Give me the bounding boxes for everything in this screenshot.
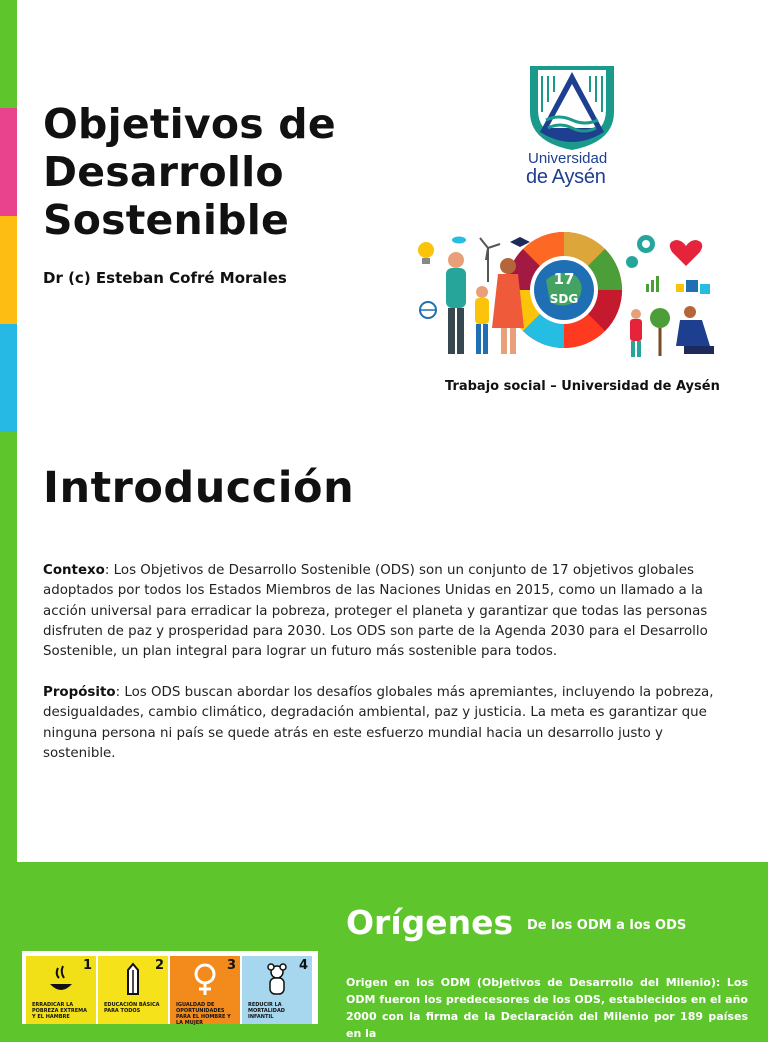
planting-people-icon: [630, 306, 714, 357]
family-people-icon: [446, 252, 524, 354]
context-text: : Los Objetivos de Desarrollo Sostenible (ODS) son un conjunto de 17 objetivos globales adoptados por todos los Estados Miembros de las Naciones Unidas en 2015, como un llamado a la acción universal para erradicar la pobreza, proteger el planeta y garantizar que todas las personas disfruten de paz y prosperidad para 2030. Los ODS son parte de la Agenda 2030 para el Desarrollo Sostenible, un plan integral para lograr un futuro más sostenible para todos.: [43, 563, 708, 660]
author-name: Dr (c) Esteban Cofré Morales: [43, 269, 287, 287]
mdg-goal-number: 1: [82, 958, 92, 973]
document-title: Objetivos de Desarrollo Sostenible: [43, 100, 336, 244]
heart-icon: [670, 240, 703, 266]
female-symbol-icon: [190, 962, 220, 998]
mdg-goal-label: EDUCACIÓN BÁSICA PARA TODOS: [104, 1002, 160, 1014]
sdg-badge-number: 17: [553, 270, 575, 288]
puzzle-icon: [676, 280, 710, 294]
stripe-yellow: [0, 216, 17, 324]
chart-icon: [646, 276, 659, 292]
origins-text: Origen en los ODM (Objetivos de Desarrollo del Milenio): Los ODM fueron los predecesores de los ODS, establecidos en el año 2000 con la firma de la Declaración del Milenio por 189 países en la: [346, 976, 748, 1040]
context-label: Contexo: [43, 563, 105, 578]
lightbulb-icon: [418, 242, 434, 264]
logo-text-line1: Universidad: [528, 150, 608, 167]
stripe-blue: [0, 324, 17, 432]
cover-caption: Trabajo social – Universidad de Aysén: [445, 379, 720, 394]
logo-text-line2: de Aysén: [526, 166, 606, 188]
teddy-bear-icon: [262, 962, 292, 998]
origins-heading: Orígenes: [346, 903, 514, 942]
fish-icon: [452, 237, 466, 244]
mdg-goal-label: IGUALDAD DE OPORTUNIDADES PARA EL HOMBRE Y LA MUJER: [176, 1002, 231, 1026]
mdg-goal-1: [26, 956, 96, 1024]
mdg-goal-4: [242, 956, 312, 1024]
windmill-icon: [480, 238, 500, 282]
mdg-goals-strip: [22, 951, 318, 1024]
mdg-goal-3: [170, 956, 240, 1024]
purpose-text: : Los ODS buscan abordar los desafíos globales más apremiantes, incluyendo la pobreza, desigualdades, cambio climático, degradación ambiental, paz y justicia. La meta es garantizar que ninguna persona ni país se quede atrás en este esfuerzo mundial hacia un desarrollo justo y sostenible.: [43, 685, 714, 761]
gear-icon: [626, 235, 655, 268]
pencil-icon: [118, 962, 148, 998]
intro-purpose-paragraph: [43, 683, 733, 764]
mdg-goal-2: [98, 956, 168, 1024]
sdg-wheel: [506, 232, 622, 348]
intro-heading: Introducción: [43, 463, 355, 513]
purpose-label: Propósito: [43, 685, 116, 700]
bowl-icon: [46, 962, 76, 998]
mdg-goal-number: 3: [226, 958, 236, 973]
mdg-goal-label: ERRADICAR LA POBREZA EXTREMA Y EL HAMBRE: [32, 1002, 88, 1020]
stripe-pink: [0, 108, 17, 216]
stripe-green-lower: [0, 432, 17, 862]
mdg-goal-number: 2: [154, 958, 164, 973]
intro-context-paragraph: [43, 561, 733, 662]
mdg-goal-number: 4: [298, 958, 308, 973]
origins-subtitle: De los ODM a los ODS: [527, 918, 687, 933]
globe-icon: [420, 302, 436, 318]
sdg-illustration: [414, 228, 726, 368]
stripe-green: [0, 0, 17, 108]
mdg-goal-label: REDUCIR LA MORTALIDAD INFANTIL: [248, 1002, 285, 1020]
sdg-badge-label: SDG: [549, 292, 579, 306]
